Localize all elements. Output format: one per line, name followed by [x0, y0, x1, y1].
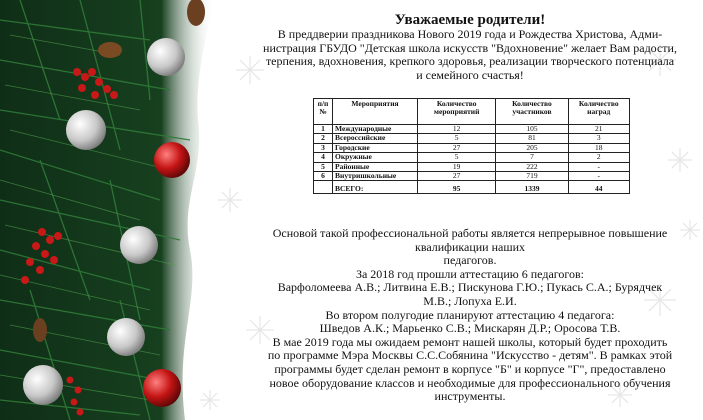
row-number: 3: [314, 143, 333, 152]
text-line: Шведов А.К.; Марьенко С.В.; Мискарян Д.Р.; Оросова Т.В.: [319, 321, 621, 336]
text-line: Во втором полугодие планируют аттестацию 4 педагога:: [325, 307, 615, 322]
text-line: квалификации наших: [414, 239, 526, 254]
column-header: Количество мероприятий: [418, 99, 496, 125]
total-count: 95: [418, 181, 496, 194]
table-header-row: [314, 99, 630, 125]
event-type: Международные: [333, 125, 418, 134]
participants-count: 81: [496, 134, 568, 143]
column-header: Мероприятия: [333, 99, 418, 125]
total-participants: 1339: [496, 181, 568, 194]
awards-count: -: [568, 172, 629, 181]
event-count: 19: [418, 162, 496, 171]
table-row: [314, 153, 630, 162]
text-line: Варфоломеева А.В.; Литвина Е.В.; Пискунова Г.Ю.; Пукась С.А.; Бурядчек: [277, 280, 663, 295]
event-count: 27: [418, 143, 496, 152]
row-number: 5: [314, 162, 333, 171]
row-number: [314, 181, 333, 194]
row-number: 4: [314, 153, 333, 162]
awards-count: 2: [568, 153, 629, 162]
text-line: новое оборудование классов и необходимые для профессионального обучения: [269, 375, 671, 390]
text-line: За 2018 год прошли аттестацию 6 педагогов:: [355, 266, 585, 281]
row-number: 1: [314, 125, 333, 134]
table-row: [314, 134, 630, 143]
text-line: и семейного счастья!: [416, 67, 524, 82]
table-total-row: [314, 181, 630, 194]
participants-count: 222: [496, 162, 568, 171]
text-line: программы будет сделан ремонт в корпусе "Б" и корпусе "Г", предоставлено: [274, 361, 666, 376]
events-table: [313, 98, 630, 194]
column-header: п/п №: [314, 99, 333, 125]
text-line: Основой такой профессиональной работы является непрерывное повышение: [272, 226, 668, 240]
participants-count: 7: [496, 153, 568, 162]
event-count: 5: [418, 153, 496, 162]
awards-count: 18: [568, 143, 629, 152]
event-count: 12: [418, 125, 496, 134]
awards-count: 21: [568, 125, 629, 134]
event-type: Всероссийские: [333, 134, 418, 143]
total-awards: 44: [568, 181, 629, 194]
table-row: [314, 172, 630, 181]
christmas-branches-decoration: [0, 0, 250, 420]
column-header: Количество наград: [568, 99, 629, 125]
row-number: 2: [314, 134, 333, 143]
text-line: В преддверии праздникова Нового 2019 года и Рождества Христова, Адми-: [277, 27, 663, 41]
text-line: нистрация ГБУДО "Детская школа искусств "Вдохновение" желает Вам радости,: [263, 40, 677, 55]
participants-count: 105: [496, 125, 568, 134]
greeting-paragraph: [250, 28, 690, 82]
event-count: 5: [418, 134, 496, 143]
column-header: Количество участников: [496, 99, 568, 125]
total-label: ВСЕГО:: [333, 181, 418, 194]
event-type: Городские: [333, 143, 418, 152]
text-line: В мае 2019 года мы ожидаем ремонт нашей школы, который будет проходить: [272, 334, 668, 349]
text-line: М.В.; Лопуха Е.И.: [423, 293, 517, 308]
awards-count: -: [568, 162, 629, 171]
body-text: [250, 227, 690, 404]
event-type: Внутришкольные: [333, 172, 418, 181]
text-line: по программе Мэра Москвы С.С.Собянина "Искусство - детям". В рамках этой: [267, 348, 673, 363]
letter-content: [250, 0, 690, 420]
event-type: Районные: [333, 162, 418, 171]
row-number: 6: [314, 172, 333, 181]
text-line: инструменты.: [434, 389, 506, 404]
participants-count: 719: [496, 172, 568, 181]
participants-count: 205: [496, 143, 568, 152]
event-count: 27: [418, 172, 496, 181]
page-title: Уважаемые родители!: [394, 12, 546, 28]
text-line: терпения, вдохновения, крепкого здоровья, реализации творческого потенциала: [265, 54, 675, 69]
text-line: педагогов.: [443, 253, 497, 268]
event-type: Окружные: [333, 153, 418, 162]
awards-count: 3: [568, 134, 629, 143]
